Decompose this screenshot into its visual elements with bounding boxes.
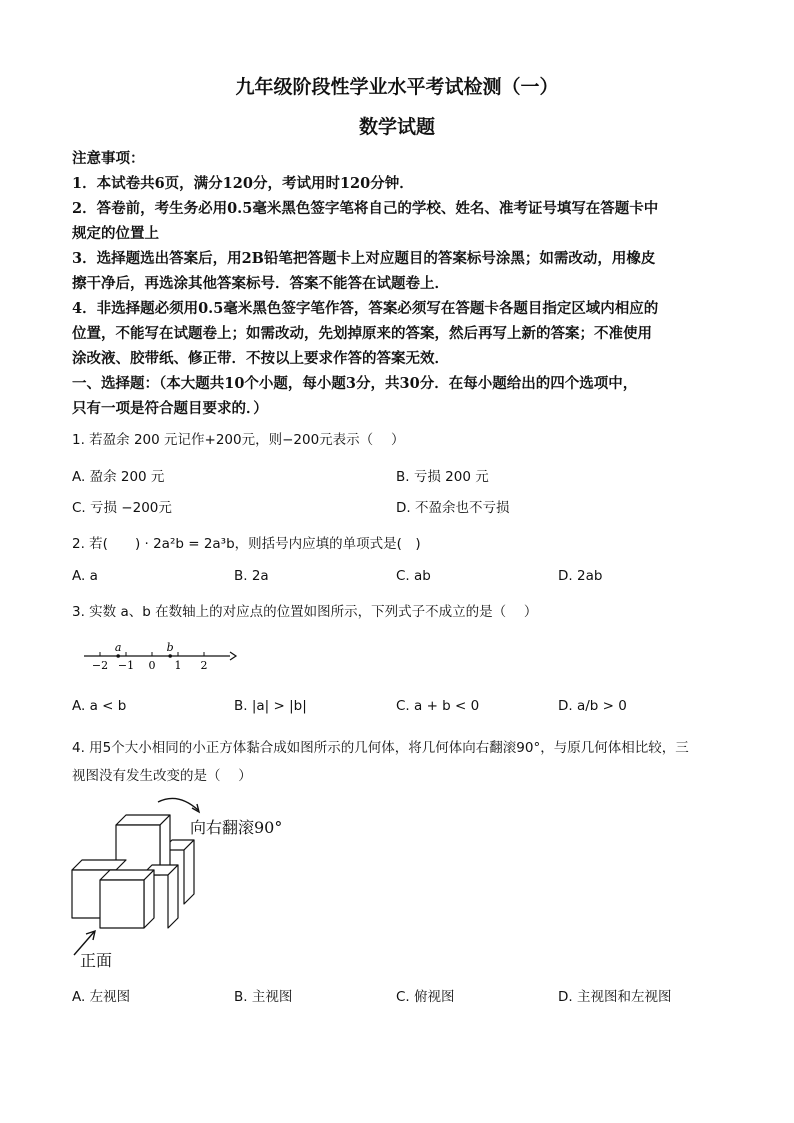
q3-option-c: C. a + b < 0 xyxy=(396,698,480,714)
q2-option-b: B. 2a xyxy=(234,568,269,584)
q1-option-d: D. 不盈余也不亏损 xyxy=(396,500,510,516)
notice-line-5: 擦干净后，再选涂其他答案标号．答案不能答在试题卷上． xyxy=(72,275,449,292)
q1-option-a: A. 盈余 200 元 xyxy=(72,469,165,485)
notice-line-2: 2．答卷前，考生务必用0.5毫米黑色签字笔将自己的学校、姓名、准考证号填写在答题卡中 xyxy=(72,200,659,217)
q1-option-b: B. 亏损 200 元 xyxy=(396,469,489,485)
notice-line-3: 规定的位置上 xyxy=(72,225,159,242)
q4-option-a: A. 左视图 xyxy=(72,989,131,1005)
q1-option-c: C. 亏损 −200元 xyxy=(72,500,172,516)
q4-option-d: D. 主视图和左视图 xyxy=(558,989,672,1005)
notice-line-4: 3．选择题选出答案后，用2B铅笔把答题卡上对应题目的答案标号涂黑；如需改动，用橡皮 xyxy=(72,250,656,267)
q3-option-a: A. a < b xyxy=(72,698,127,714)
question-4-line2: 视图没有发生改变的是（ ） xyxy=(72,768,252,784)
number-line-tick-label: 2 xyxy=(200,659,208,672)
q3-option-b: B. |a| > |b| xyxy=(234,698,307,714)
roll-label: 向右翻滚90° xyxy=(190,818,283,837)
point-a-dot xyxy=(116,654,120,658)
point-b-dot xyxy=(168,654,172,658)
front-cube-front-face xyxy=(100,880,144,928)
notice-line-6: 4．非选择题必须用0.5毫米黑色签字笔作答，答案必须写在答题卡各题目指定区域内相应的 xyxy=(72,300,659,317)
question-4-line1: 4. 用5个大小相同的小正方体黏合成如图所示的几何体，将几何体向右翻滚90°，与原几何体相比较，三 xyxy=(72,740,689,756)
number-line-tick-label: −2 xyxy=(91,659,109,672)
point-b-label: b xyxy=(166,641,174,654)
notice-line-7: 位置，不能写在试题卷上；如需改动，先划掉原来的答案，然后再写上新的答案；不准使用 xyxy=(72,325,652,342)
q2-option-c: C. ab xyxy=(396,568,431,584)
number-line-tick-label: −1 xyxy=(117,659,135,672)
notice-line-8: 涂改液、胶带纸、修正带．不按以上要求作答的答案无效． xyxy=(72,350,449,367)
question-2: 2. 若( ) · 2a²b = 2a³b，则括号内应填的单项式是( ) xyxy=(72,536,421,552)
point-a-label: a xyxy=(114,641,122,654)
exam-subtitle: 数学试题 xyxy=(358,116,435,138)
q4-option-b: B. 主视图 xyxy=(234,989,293,1005)
front-label: 正面 xyxy=(80,951,113,970)
number-line-tick-label: 1 xyxy=(174,659,182,672)
question-3: 3. 实数 a、b 在数轴上的对应点的位置如图所示，下列式子不成立的是（ ） xyxy=(72,604,538,620)
notice-heading: 注意事项： xyxy=(72,150,145,167)
number-line-figure xyxy=(84,638,244,674)
q2-option-a: A. a xyxy=(72,568,98,584)
question-1: 1. 若盈余 200 元记作+200元，则−200元表示（ ） xyxy=(72,432,405,448)
notice-block xyxy=(72,146,724,421)
number-line-tick-label: 0 xyxy=(148,659,156,672)
number-line-arrow xyxy=(230,652,236,660)
q2-option-d: D. 2ab xyxy=(558,568,603,584)
notice-line-1: 1．本试卷共6页，满分120分，考试用时120分钟． xyxy=(72,175,414,192)
exam-title: 九年级阶段性学业水平考试检测（一） xyxy=(235,76,559,98)
section1-heading-line1: 一、选择题：（本大题共10个小题，每小题3分，共30分．在每小题给出的四个选项中， xyxy=(72,375,638,392)
number-line-ticks xyxy=(92,652,208,672)
q3-option-d: D. a/b > 0 xyxy=(558,698,627,714)
section1-heading-line2: 只有一项是符合题目要求的．） xyxy=(72,400,268,417)
q4-option-c: C. 俯视图 xyxy=(396,989,455,1005)
